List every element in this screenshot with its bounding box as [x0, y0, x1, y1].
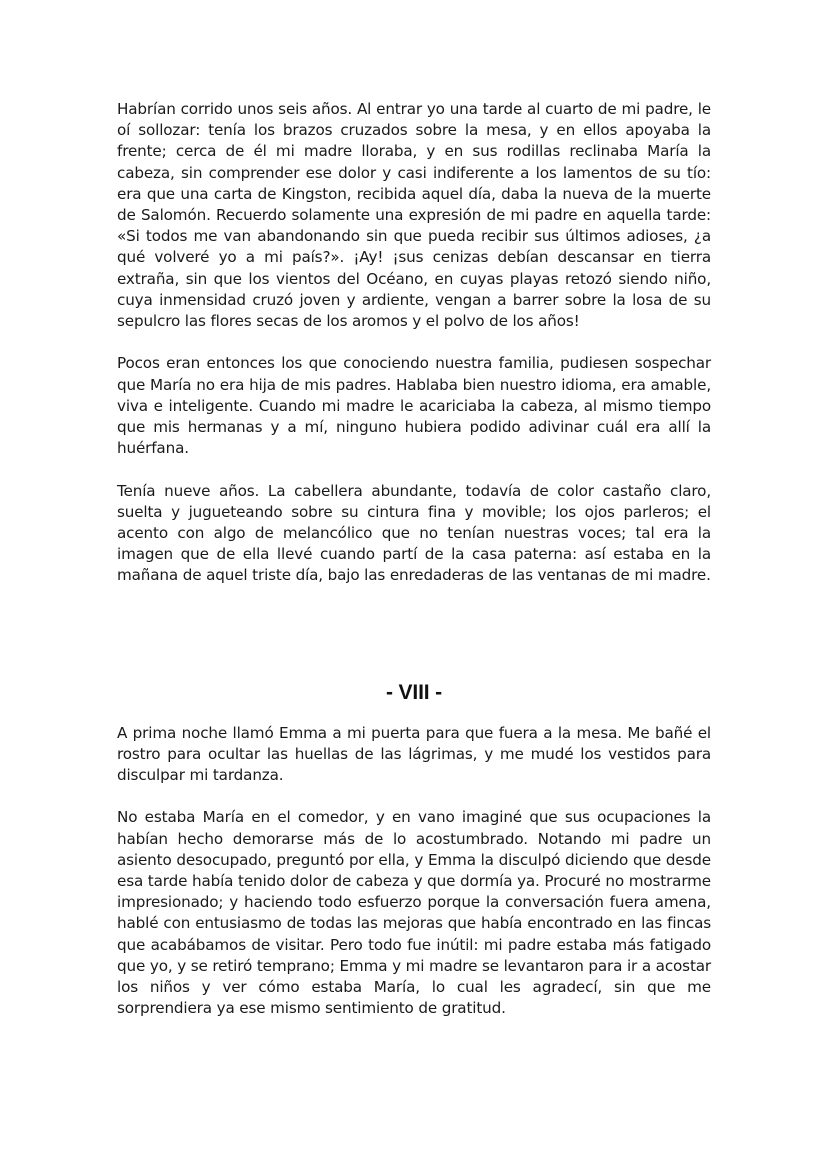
paragraph-spacer [117, 332, 711, 353]
document-page [117, 99, 711, 1019]
paragraph-spacer [117, 459, 711, 480]
paragraph: Tenía nueve años. La cabellera abundante, todavía de color castaño claro, suelta y jugueteando sobre su cintura fina y movible; los ojos parleros; el acento con algo de melancólico que no tenían nuestras voces; tal era la imagen que de ella llevé cuando partí de la casa paterna: así estaba en la mañana de aquel triste día, bajo las enredaderas de las ventanas de mi madre. [117, 481, 711, 585]
paragraph: No estaba María en el comedor, y en vano imaginé que sus ocupaciones la habían hecho demorarse más de lo acostumbrado. Notando mi padre un asiento desocupado, preguntó por ella, y Emma la disculpó diciendo que desde esa tarde había tenido dolor de cabeza y que dormía ya. Procuré no mostrarme impresionado; y haciendo todo esfuerzo porque la conversación fuera amena, hablé con entusiasmo de todas las mejoras que había encontrado en las fincas que acabábamos de visitar. Pero todo fue inútil: mi padre estaba más fatigado que yo, y se retiró temprano; Emma y mi madre se levantaron para ir a acostar los niños y ver cómo estaba María, lo cual les agradecí, sin que me sorprendiera ya ese mismo sentimiento de gratitud. [117, 808, 711, 1018]
paragraph: Pocos eran entonces los que conociendo nuestra familia, pudiesen sospechar que María no era hija de mis padres. Hablaba bien nuestro idioma, era amable, viva e inteligente. Cuando mi madre le acariciaba la cabeza, al mismo tiempo que mis hermanas y a mí, ninguno hubiera podido adivinar cuál era allí la huérfana. [117, 354, 711, 458]
paragraph-spacer [117, 786, 711, 807]
chapter-heading: - VIII - [386, 680, 442, 704]
paragraph: Habrían corrido unos seis años. Al entrar yo una tarde al cuarto de mi padre, le oí sollozar: tenía los brazos cruzados sobre la mesa, y en ellos apoyaba la frente; cerca de él mi madre lloraba, y en sus rodillas reclinaba María la cabeza, sin comprender ese dolor y casi indiferente a los lamentos de su tío: era que una carta de Kingston, recibida aquel día, daba la nueva de la muerte de Salomón. Recuerdo solamente una expresión de mi padre en aquella tarde: «Si todos me van abandonando sin que pueda recibir sus últimos adioses, ¿a qué volveré yo a mi país?». ¡Ay! ¡sus cenizas debían descansar en tierra extraña, sin que los vientos del Océano, en cuyas playas retozó siendo niño, cuya inmensidad cruzó joven y ardiente, vengan a barrer sobre la losa de su sepulcro las flores secas de los aromos y el polvo de los años! [117, 100, 711, 331]
chapter-spacer [117, 587, 711, 673]
paragraph: A prima noche llamó Emma a mi puerta para que fuera a la mesa. Me bañé el rostro para ocultar las huellas de las lágrimas, y me mudé los vestidos para disculpar mi tardanza. [117, 723, 711, 785]
